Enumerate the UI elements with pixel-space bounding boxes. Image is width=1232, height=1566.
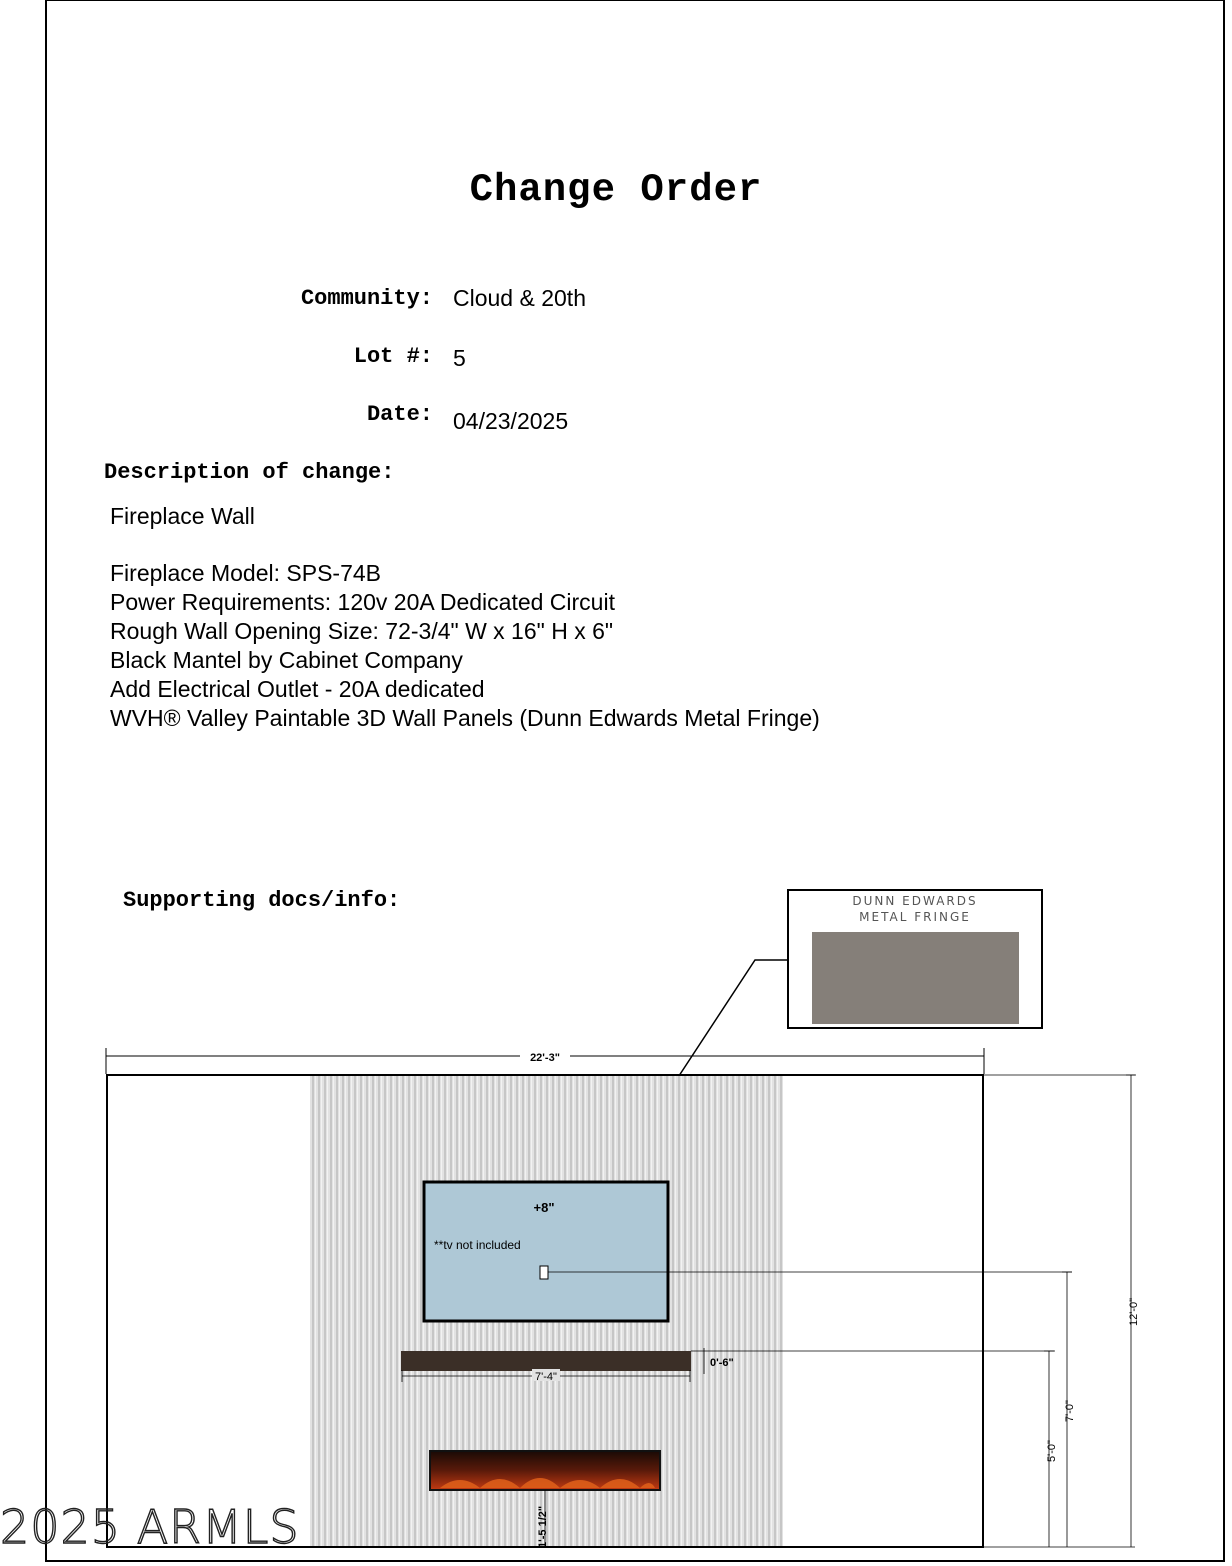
description-line: WVH® Valley Paintable 3D Wall Panels (Dunn Edwards Metal Fringe)	[110, 705, 820, 731]
tv-note: **tv not included	[434, 1238, 521, 1252]
community-label: Community:	[300, 286, 433, 311]
outlet-icon	[540, 1266, 548, 1279]
community-value: Cloud & 20th	[453, 285, 586, 311]
description-line: Rough Wall Opening Size: 72-3/4" W x 16" H x 6"	[110, 618, 614, 644]
watermark: 2025 ARMLS	[0, 1500, 300, 1554]
outlet-height-text: 7'-0"	[1064, 1400, 1076, 1422]
mantel-shelf	[401, 1351, 691, 1371]
description-heading: Fireplace Wall	[110, 503, 255, 529]
date-value: 04/23/2025	[453, 408, 569, 434]
mantel-width-text: 7'-4"	[535, 1371, 557, 1383]
swatch-color-name: METAL FRINGE	[859, 910, 971, 924]
description-label: Description of change:	[104, 460, 395, 485]
lot-label: Lot #:	[353, 344, 433, 369]
description-line: Black Mantel by Cabinet Company	[110, 647, 463, 673]
date-label: Date:	[366, 402, 433, 427]
total-height-text: 12'-0"	[1128, 1297, 1140, 1326]
mantel-thickness-text: 0'-6"	[710, 1357, 734, 1369]
tv-offset-label: +8"	[533, 1200, 555, 1215]
description-line: Add Electrical Outlet - 20A dedicated	[110, 676, 485, 702]
width-dimension-text: 22'-3"	[530, 1052, 560, 1064]
page-title: Change Order	[469, 168, 763, 212]
fireplace-height-text: 1'-5 1/2"	[537, 1505, 549, 1548]
description-line: Power Requirements: 120v 20A Dedicated Circuit	[110, 589, 615, 615]
lot-value: 5	[453, 345, 466, 371]
description-line: Fireplace Model: SPS-74B	[110, 560, 382, 586]
mantel-height-text: 5'-0"	[1046, 1440, 1058, 1462]
swatch-brand: DUNN EDWARDS	[852, 894, 978, 908]
supporting-label: Supporting docs/info:	[123, 888, 401, 913]
